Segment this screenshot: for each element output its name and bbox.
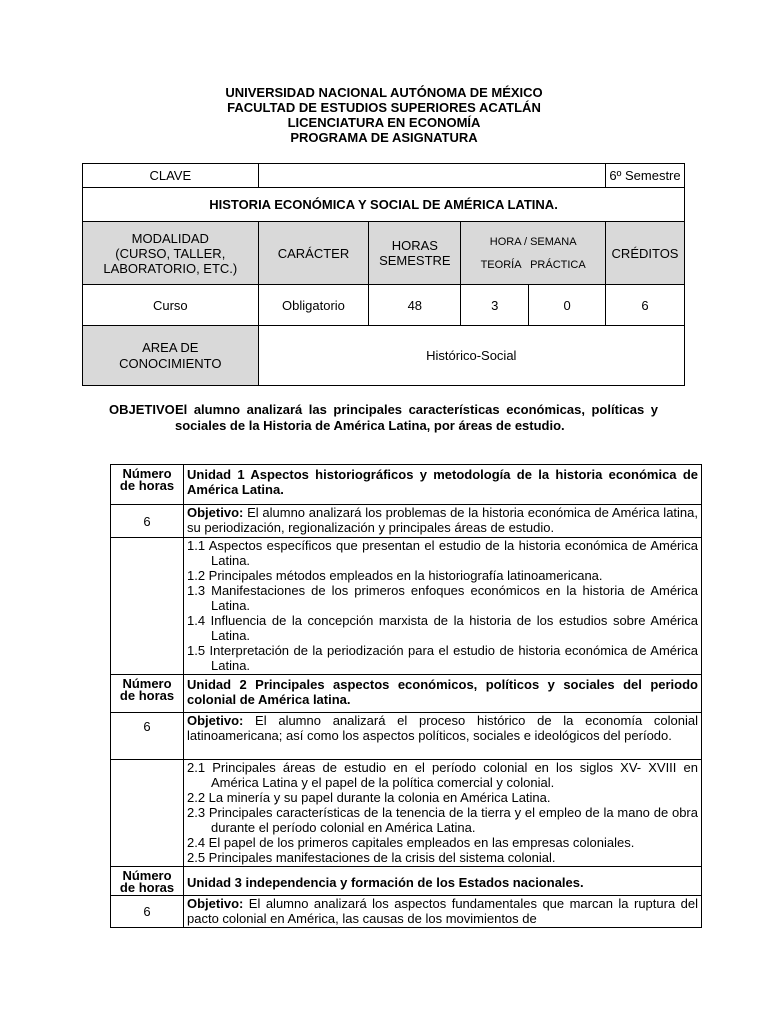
unit-objective-text: El alumno analizará los problemas de la historia económica de América latina, su periodización, regionalización y principales áreas de estudio. <box>187 505 698 535</box>
topic-item: 2.1 Principales áreas de estudio en el período colonial en los siglos XV- XVIII en América Latina y el papel de la política comercial y colonial. <box>187 760 698 790</box>
topic-item: 1.4 Influencia de la concepción marxista de la historia de los estudios sobre América Latina. <box>187 613 698 643</box>
empty-cell <box>111 760 184 867</box>
area-value: Histórico-Social <box>258 326 684 386</box>
course-name: HISTORIA ECONÓMICA Y SOCIAL DE AMÉRICA LATINA. <box>83 188 685 222</box>
unit-objective-text: El alumno analizará el proceso histórico de la economía colonial latinoamericana; así como los aspectos políticos, sociales e ideológicos del período. <box>187 713 698 743</box>
topic-item: 1.1 Aspectos específicos que presentan el estudio de la historia económica de América Latina. <box>187 538 698 568</box>
degree-name: LICENCIATURA EN ECONOMÍA <box>287 115 481 130</box>
area-label: AREA DE CONOCIMIENTO <box>83 326 259 386</box>
topic-item: 1.3 Manifestaciones de los primeros enfoques económicos en la historia de América Latina. <box>187 583 698 613</box>
unit-topics <box>184 538 702 675</box>
empty-cell <box>111 538 184 675</box>
unit-title: Unidad 2 Principales aspectos económicos, políticos y sociales del periodo colonial de América latina. <box>184 675 702 713</box>
unit-objective-label: Objetivo: <box>187 896 244 911</box>
unit-hours: 6 <box>111 896 184 928</box>
hours-label: Número de horas <box>111 867 184 896</box>
objective-text: El alumno analizará las principales características económicas, políticas y sociales de la Historia de América Latina, por áreas de estudio. <box>175 402 658 433</box>
caracter-value: Obligatorio <box>258 285 369 326</box>
topic-item: 2.4 El papel de los primeros capitales empleados en las empresas coloniales. <box>187 835 635 850</box>
unit-hours: 6 <box>111 505 184 538</box>
caracter-label: CARÁCTER <box>258 222 369 285</box>
unit-objective-label: Objetivo: <box>187 713 244 728</box>
general-objective <box>109 402 658 434</box>
program-title: PROGRAMA DE ASIGNATURA <box>290 130 478 145</box>
unit-title: Unidad 1 Aspectos historiográficos y metodología de la historia económica de América Latina. <box>184 465 702 505</box>
topic-item: 1.2 Principales métodos empleados en la historiografía latinoamericana. <box>187 568 603 583</box>
unit-objective <box>184 713 702 760</box>
clave-label: CLAVE <box>83 164 259 188</box>
unit-title: Unidad 3 independencia y formación de los Estados nacionales. <box>184 867 702 896</box>
teoria-practica-label: TEORÍA PRÁCTICA <box>480 258 586 271</box>
topic-item: 2.3 Principales características de la tenencia de la tierra y el empleo de la mano de obra durante el período colonial en América Latina. <box>187 805 698 835</box>
creditos-label: CRÉDITOS <box>606 222 685 285</box>
practica-value: 0 <box>529 285 606 326</box>
unit-objective <box>184 896 702 928</box>
faculty-name: FACULTAD DE ESTUDIOS SUPERIORES ACATLÁN <box>227 100 541 115</box>
unit-hours: 6 <box>111 713 184 760</box>
modalidad-value: Curso <box>83 285 259 326</box>
course-info-table <box>82 163 685 386</box>
topic-item: 2.2 La minería y su papel durante la colonia en América Latina. <box>187 790 551 805</box>
hours-label: Número de horas <box>111 465 184 505</box>
hora-semana-label: HORA / SEMANA <box>489 235 577 248</box>
unit-objective <box>184 505 702 538</box>
creditos-value: 6 <box>606 285 685 326</box>
topic-item: 1.5 Interpretación de la periodización para el estudio de historia económica de América Latina. <box>187 643 698 673</box>
modalidad-label: MODALIDAD (CURSO, TALLER, LABORATORIO, ETC.) <box>83 222 259 285</box>
horas-semestre-label: HORAS SEMESTRE <box>369 222 461 285</box>
unit-objective-label: Objetivo: <box>187 505 244 520</box>
objective-label: OBJETIVO: <box>109 402 180 417</box>
horas-value: 48 <box>369 285 461 326</box>
teoria-value: 3 <box>461 285 529 326</box>
hours-label: Número de horas <box>111 675 184 713</box>
semester: 6º Semestre <box>606 164 685 188</box>
unit-objective-text: El alumno analizará los aspectos fundamentales que marcan la ruptura del pacto colonial en América, las causas de los movimientos de <box>187 896 698 926</box>
clave-value <box>258 164 605 188</box>
hora-semana-header <box>461 222 606 285</box>
unit-topics <box>184 760 702 867</box>
document-header <box>0 85 768 145</box>
topic-item: 2.5 Principales manifestaciones de la crisis del sistema colonial. <box>187 850 556 865</box>
university-name: UNIVERSIDAD NACIONAL AUTÓNOMA DE MÉXICO <box>225 85 543 100</box>
units-table <box>110 464 702 928</box>
